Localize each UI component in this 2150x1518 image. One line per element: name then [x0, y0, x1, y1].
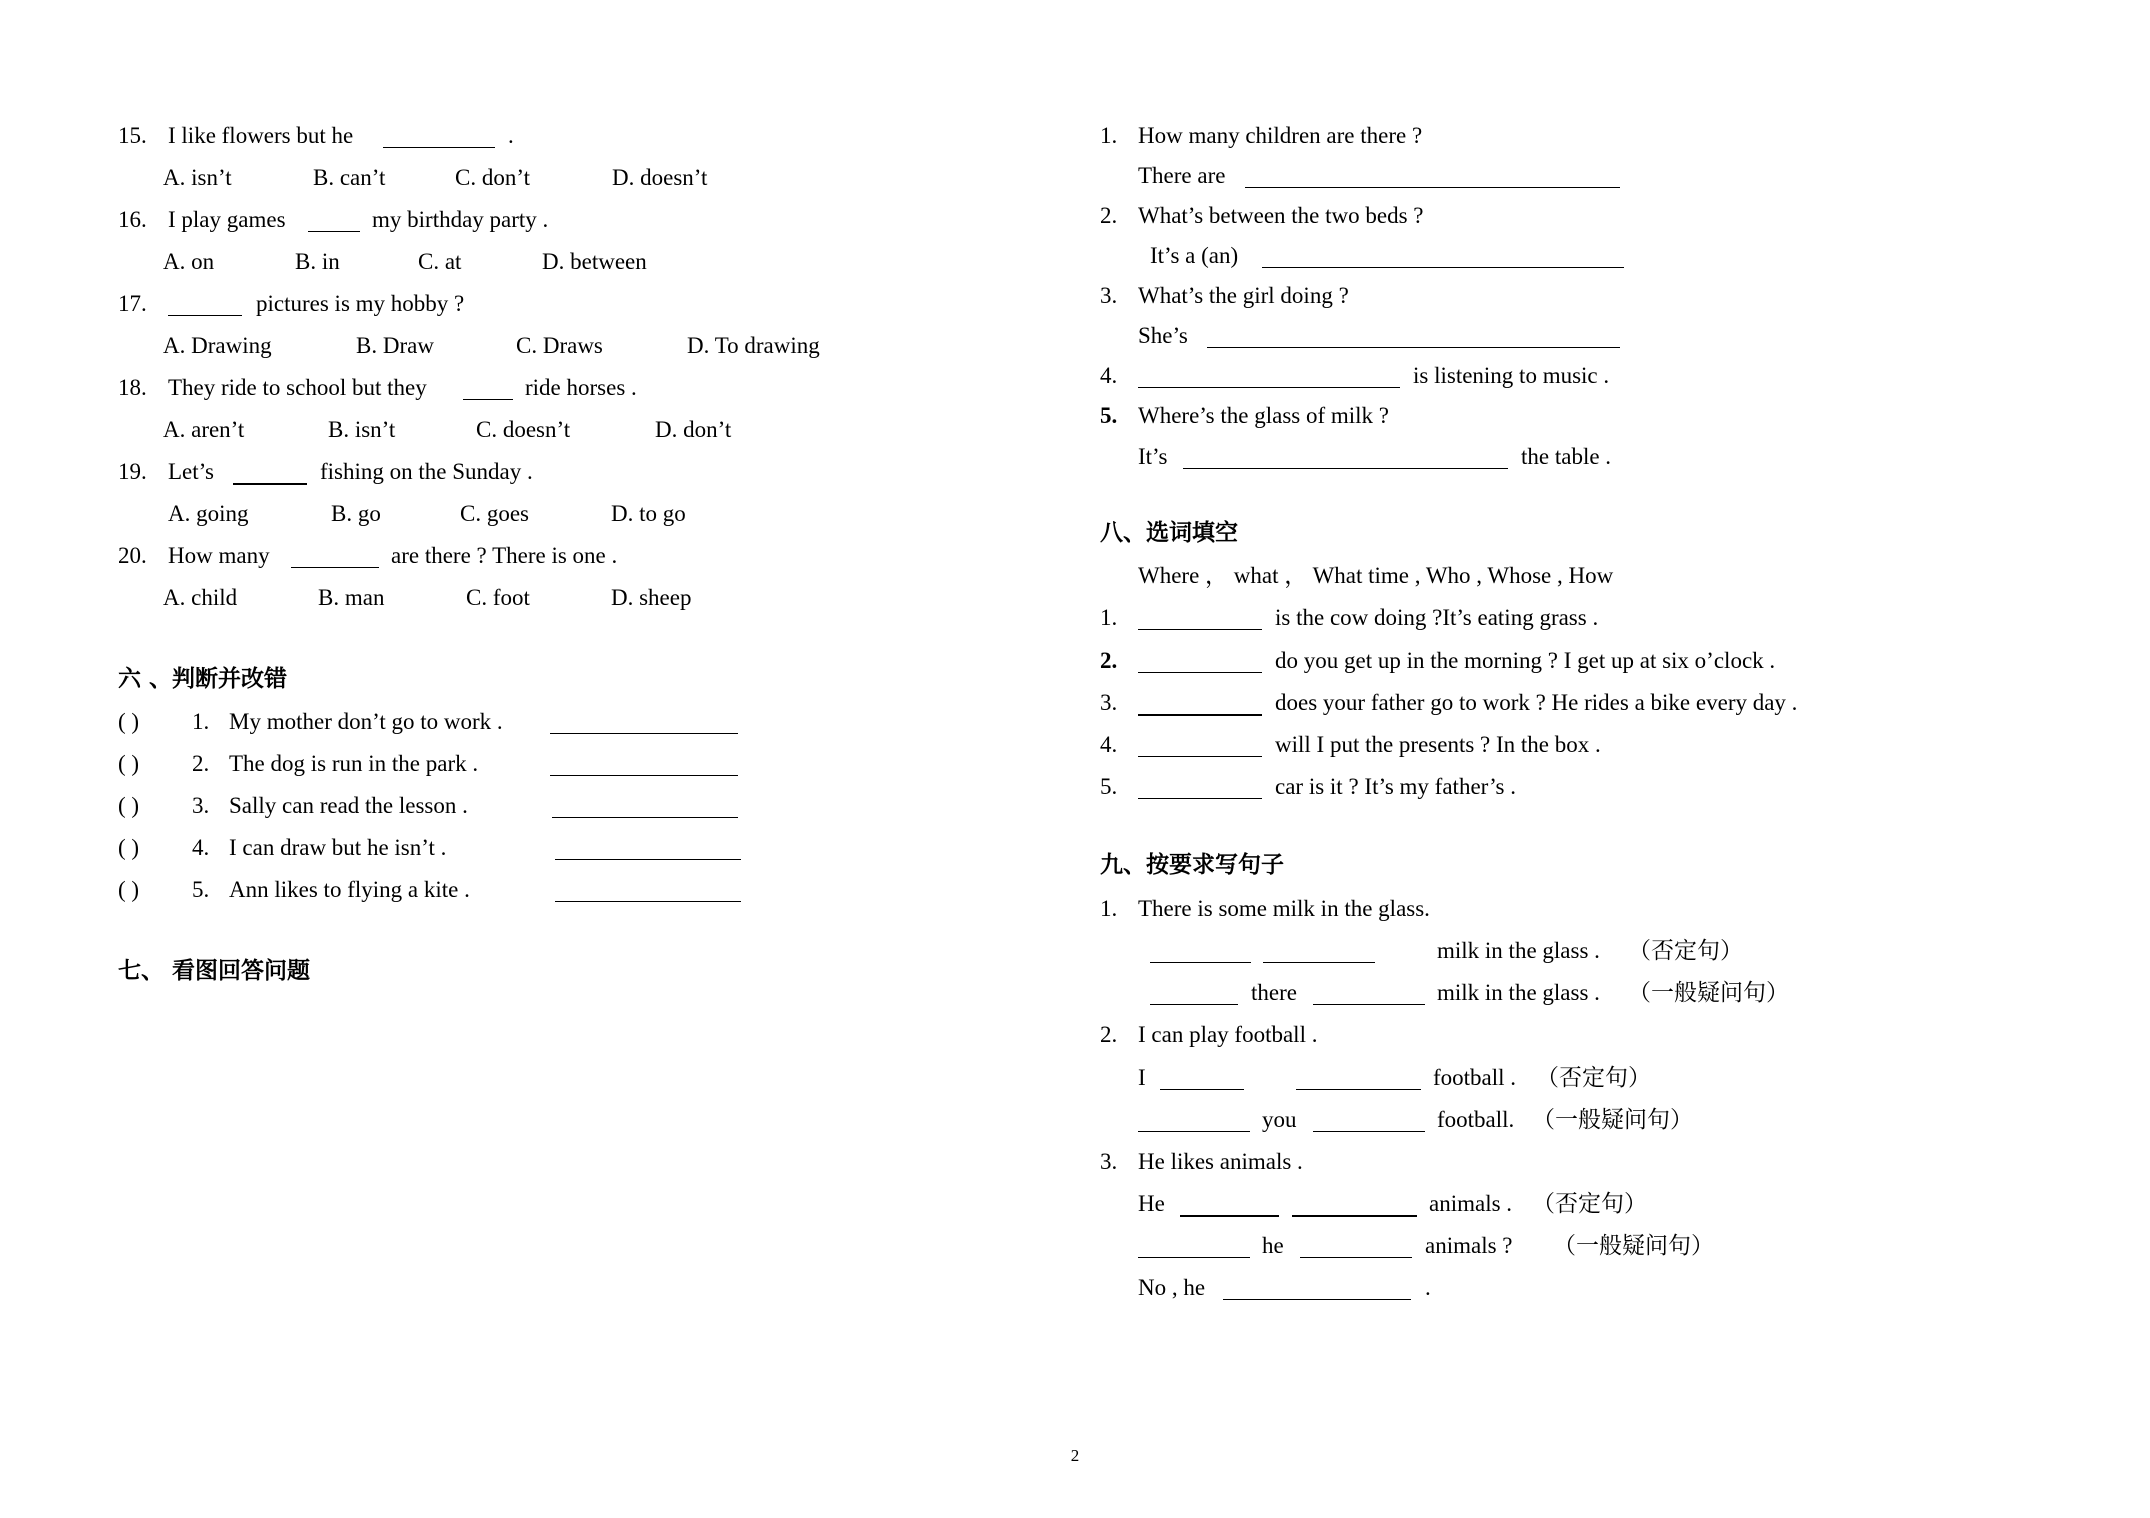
- section-6-heading: 六 、判断并改错: [118, 666, 288, 692]
- qa-4-text: is listening to music .: [1413, 363, 1610, 388]
- rewrite-1-line2-mid: there: [1251, 980, 1297, 1005]
- qa-5-number: 5.: [1100, 403, 1118, 428]
- option-c: C. doesn’t: [476, 417, 571, 442]
- paren: ( ): [118, 709, 140, 734]
- qa-3-answer-prefix: She’s: [1138, 323, 1188, 348]
- fill-2-number: 2.: [1100, 648, 1118, 673]
- question-15-number: 15.: [118, 123, 147, 148]
- answer-blank[interactable]: [1207, 347, 1620, 348]
- item-text: I can draw but he isn’t .: [229, 835, 447, 860]
- qa-2-number: 2.: [1100, 203, 1118, 228]
- rewrite-2-line2-mid: you: [1262, 1107, 1297, 1132]
- answer-blank[interactable]: [1292, 1215, 1417, 1217]
- answer-blank[interactable]: [1138, 387, 1400, 388]
- option-d: D. To drawing: [687, 333, 820, 358]
- answer-blank[interactable]: [1262, 267, 1624, 268]
- fill-3-text: does your father go to work ? He rides a bike every day .: [1275, 690, 1798, 715]
- paren: ( ): [118, 751, 140, 776]
- option-d: D. doesn’t: [612, 165, 708, 190]
- answer-blank[interactable]: [291, 567, 379, 568]
- item-number: 4.: [192, 835, 210, 860]
- rewrite-1-line1-end: milk in the glass .: [1437, 938, 1600, 963]
- option-b: B. can’t: [313, 165, 386, 190]
- correction-blank[interactable]: [550, 733, 738, 734]
- correction-blank[interactable]: [555, 859, 741, 860]
- answer-blank[interactable]: [1296, 1089, 1421, 1090]
- rewrite-3-text: He likes animals .: [1138, 1149, 1303, 1174]
- option-d: D. don’t: [655, 417, 732, 442]
- answer-blank[interactable]: [1183, 468, 1508, 469]
- answer-blank[interactable]: [1300, 1257, 1412, 1258]
- rewrite-3-line1-start: He: [1138, 1191, 1165, 1216]
- rewrite-3-line3-end: .: [1425, 1275, 1431, 1300]
- option-a: A. aren’t: [163, 417, 245, 442]
- fill-1-text: is the cow doing ?It’s eating grass .: [1275, 605, 1599, 630]
- answer-blank[interactable]: [308, 231, 360, 232]
- question-18-text: They ride to school but they: [168, 375, 427, 400]
- fill-2-text: do you get up in the morning ? I get up at six o’clock .: [1275, 648, 1776, 673]
- qa-5-answer-prefix: It’s: [1138, 444, 1168, 469]
- qa-5-question: Where’s the glass of milk ?: [1138, 403, 1390, 428]
- question-19-after: fishing on the Sunday .: [320, 459, 533, 484]
- option-c: C. goes: [460, 501, 529, 526]
- qa-3-number: 3.: [1100, 283, 1118, 308]
- item-number: 2.: [192, 751, 210, 776]
- qa-2-answer-prefix: It’s a (an): [1150, 243, 1239, 268]
- answer-blank[interactable]: [1138, 1131, 1250, 1132]
- rewrite-3-line3-start: No , he: [1138, 1275, 1206, 1300]
- rewrite-1-line1-note: （否定句）: [1628, 938, 1743, 963]
- answer-blank[interactable]: [168, 315, 242, 316]
- item-text: Ann likes to flying a kite .: [229, 877, 470, 902]
- rewrite-1-line2-note: （一般疑问句）: [1628, 980, 1789, 1005]
- section-9-heading: 九、按要求写句子: [1100, 852, 1284, 878]
- option-c: C. don’t: [455, 165, 530, 190]
- correction-blank[interactable]: [555, 901, 741, 902]
- question-16-text: I play games: [168, 207, 286, 232]
- question-20-text: How many: [168, 543, 270, 568]
- option-a: A. isn’t: [163, 165, 232, 190]
- option-a: A. going: [168, 501, 249, 526]
- qa-3-question: What’s the girl doing ?: [1138, 283, 1349, 308]
- rewrite-1-text: There is some milk in the glass.: [1138, 896, 1430, 921]
- rewrite-2-line1-note: （否定句）: [1536, 1065, 1651, 1090]
- rewrite-2-line1-start: I: [1138, 1065, 1146, 1090]
- qa-1-question: How many children are there ?: [1138, 123, 1423, 148]
- answer-blank[interactable]: [1150, 962, 1251, 963]
- option-c: C. at: [418, 249, 462, 274]
- item-number: 1.: [192, 709, 210, 734]
- rewrite-3-number: 3.: [1100, 1149, 1118, 1174]
- correction-blank[interactable]: [550, 775, 738, 776]
- fill-3-number: 3.: [1100, 690, 1118, 715]
- question-19-text: Let’s: [168, 459, 214, 484]
- item-text: The dog is run in the park .: [229, 751, 479, 776]
- answer-blank[interactable]: [383, 147, 495, 148]
- question-20-number: 20.: [118, 543, 147, 568]
- rewrite-3-line1-end: animals .: [1429, 1191, 1513, 1216]
- rewrite-3-line2-note: （一般疑问句）: [1553, 1233, 1714, 1258]
- answer-blank[interactable]: [1138, 629, 1262, 630]
- option-a: A. Drawing: [163, 333, 272, 358]
- paren: ( ): [118, 835, 140, 860]
- question-15-text: I like flowers but he: [168, 123, 354, 148]
- fill-1-number: 1.: [1100, 605, 1118, 630]
- rewrite-3-line2-mid: he: [1262, 1233, 1284, 1258]
- rewrite-3-line1-note: （否定句）: [1532, 1191, 1647, 1216]
- item-number: 5.: [192, 877, 210, 902]
- item-number: 3.: [192, 793, 210, 818]
- question-19-number: 19.: [118, 459, 147, 484]
- question-17-number: 17.: [118, 291, 147, 316]
- answer-blank[interactable]: [1160, 1089, 1244, 1090]
- fill-4-text: will I put the presents ? In the box .: [1275, 732, 1601, 757]
- rewrite-2-text: I can play football .: [1138, 1022, 1318, 1047]
- answer-blank[interactable]: [463, 399, 513, 400]
- option-b: B. isn’t: [328, 417, 396, 442]
- fill-5-text: car is it ? It’s my father’s .: [1275, 774, 1517, 799]
- correction-blank[interactable]: [552, 817, 738, 818]
- question-16-after: my birthday party .: [372, 207, 549, 232]
- answer-blank[interactable]: [233, 483, 307, 485]
- answer-blank[interactable]: [1245, 187, 1620, 188]
- answer-blank[interactable]: [1138, 672, 1262, 673]
- item-text: My mother don’t go to work .: [229, 709, 503, 734]
- answer-blank[interactable]: [1180, 1215, 1279, 1217]
- answer-blank[interactable]: [1150, 1004, 1238, 1005]
- answer-blank[interactable]: [1223, 1299, 1411, 1300]
- word-bank: Where ， what ， What time , Who , Whose , How: [1138, 563, 1614, 588]
- answer-blank[interactable]: [1313, 1004, 1425, 1005]
- qa-1-answer-prefix: There are: [1138, 163, 1226, 188]
- page-number: 2: [1070, 1446, 1080, 1465]
- item-text: Sally can read the lesson .: [229, 793, 468, 818]
- option-a: A. on: [163, 249, 215, 274]
- option-d: D. between: [542, 249, 647, 274]
- rewrite-2-line1-end: football .: [1433, 1065, 1517, 1090]
- option-c: C. foot: [466, 585, 530, 610]
- option-b: B. go: [331, 501, 381, 526]
- section-8-heading: 八、选词填空: [1100, 520, 1238, 546]
- fill-4-number: 4.: [1100, 732, 1118, 757]
- answer-blank[interactable]: [1263, 962, 1375, 963]
- qa-4-number: 4.: [1100, 363, 1118, 388]
- answer-blank[interactable]: [1138, 714, 1262, 716]
- option-b: B. in: [295, 249, 340, 274]
- answer-blank[interactable]: [1313, 1131, 1425, 1132]
- qa-1-number: 1.: [1100, 123, 1118, 148]
- question-20-after: are there ? There is one .: [391, 543, 618, 568]
- answer-blank[interactable]: [1138, 1257, 1250, 1258]
- option-d: D. sheep: [611, 585, 692, 610]
- qa-5-answer-suffix: the table .: [1521, 444, 1612, 469]
- rewrite-1-number: 1.: [1100, 896, 1118, 921]
- option-a: A. child: [163, 585, 238, 610]
- question-17-after: pictures is my hobby ?: [256, 291, 465, 316]
- option-d: D. to go: [611, 501, 686, 526]
- option-c: C. Draws: [516, 333, 603, 358]
- option-b: B. man: [318, 585, 385, 610]
- answer-blank[interactable]: [1138, 798, 1262, 799]
- question-18-number: 18.: [118, 375, 147, 400]
- question-18-after: ride horses .: [525, 375, 637, 400]
- rewrite-1-line2-end: milk in the glass .: [1437, 980, 1600, 1005]
- answer-blank[interactable]: [1138, 756, 1262, 757]
- paren: ( ): [118, 793, 140, 818]
- qa-2-question: What’s between the two beds ?: [1138, 203, 1424, 228]
- rewrite-2-line2-note: （一般疑问句）: [1532, 1107, 1693, 1132]
- section-7-heading: 七、 看图回答问题: [118, 958, 311, 984]
- question-15-after: .: [508, 123, 514, 148]
- fill-5-number: 5.: [1100, 774, 1118, 799]
- paren: ( ): [118, 877, 140, 902]
- rewrite-2-line2-end: football.: [1437, 1107, 1515, 1132]
- question-16-number: 16.: [118, 207, 147, 232]
- rewrite-3-line2-end: animals ?: [1425, 1233, 1513, 1258]
- option-b: B. Draw: [356, 333, 434, 358]
- rewrite-2-number: 2.: [1100, 1022, 1118, 1047]
